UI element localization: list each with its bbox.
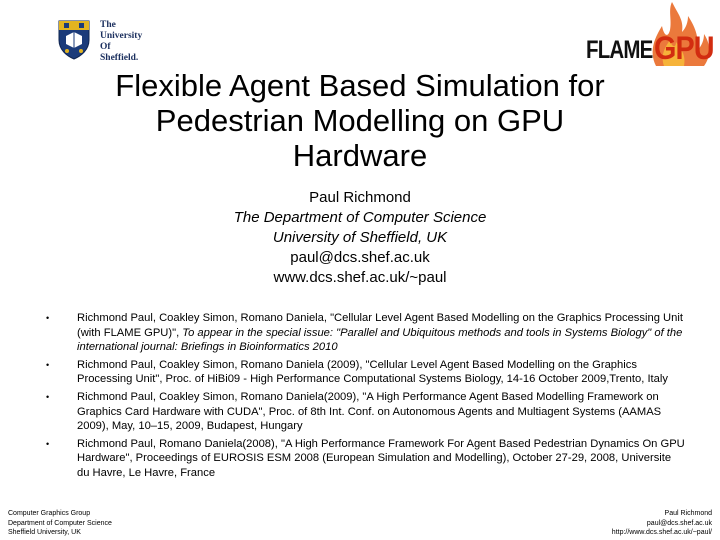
crest-icon (56, 18, 92, 60)
footer-line: Computer Graphics Group (8, 510, 91, 517)
author-department: The Department of Computer Science (233, 209, 487, 226)
bullet: • (46, 438, 50, 449)
university-line: The (100, 20, 116, 30)
flame-gpu-logo (586, 0, 714, 70)
author-email[interactable]: paul@dcs.shef.ac.uk (290, 249, 430, 266)
footer-website[interactable]: http://www.dcs.shef.ac.uk/~paul/ (611, 529, 712, 536)
author-website[interactable]: www.dcs.shef.ac.uk/~paul (273, 269, 447, 286)
bullet: • (46, 359, 50, 370)
reference-italic: To appear in the special issue: "Parallel and Ubiquitous methods and tools in Systems Biology" of the international journal: Briefings in Bioinformatics 2010 (77, 326, 683, 354)
footer-line: Paul Richmond (664, 510, 712, 517)
title-line: Hardware (292, 138, 428, 173)
reference-text: Richmond Paul, Coakley Simon, Romano Daniela(2009), "A High Performance Agent Based Modelling Framework on Graphics Card Hardware with CUDA", Proc. of 8th Int. Conf. on Autonomous Agents and Multiagent Systems (AAMAS 2009), May, 10–15, 2009, Budapest, Hungary (77, 390, 662, 433)
reference-text: Richmond Paul, Coakley Simon, Romano Daniela, "Cellular Level Agent Based Modelling on the Graphics Processing Unit (with FLAME GPU)", (77, 312, 683, 339)
author-university: University of Sheffield, UK (272, 229, 448, 246)
list-item (46, 390, 686, 434)
university-line: Sheffield. (100, 53, 139, 63)
footer-line: Department of Computer Science (8, 519, 112, 527)
title-line: Flexible Agent Based Simulation for (115, 68, 605, 103)
bullet: • (46, 391, 50, 402)
author-name: Paul Richmond (309, 189, 411, 206)
university-line: University (100, 31, 143, 41)
footer-email[interactable]: paul@dcs.shef.ac.uk (646, 519, 712, 527)
gpu-wordmark: GPU (654, 30, 714, 66)
list-item (46, 358, 686, 387)
footer-line: Sheffield University, UK (8, 529, 81, 536)
footer-left (8, 509, 112, 538)
list-item (46, 311, 686, 355)
reference-text: Richmond Paul, Romano Daniela(2008), "A High Performance Framework For Agent Based Pedestrian Dynamics On GPU Hardware", Proceedings of EUROSIS ESM 2008 (European Simulation and Modelling), October 27-29, 2008, Universite du Havre, Le Havre, France (77, 437, 685, 479)
flame-wordmark: FLAME (586, 36, 653, 64)
reference-list (46, 311, 686, 484)
author-block (160, 188, 560, 288)
university-line: Of (100, 42, 111, 52)
university-name (100, 20, 142, 64)
reference-text: Richmond Paul, Coakley Simon, Romano Daniela (2009), "Cellular Level Agent Based Modelling on the Graphics Processing Unit", Proc. of HiBi09 - High Performance Computational Systems Biology, 14-16 October 2009,Trento, Italy (77, 358, 668, 386)
list-item (46, 437, 686, 481)
footer-right (612, 509, 712, 538)
title-line: Pedestrian Modelling on GPU (155, 103, 565, 138)
university-of-sheffield-logo (56, 18, 166, 64)
page-title (60, 68, 660, 173)
bullet: • (46, 313, 50, 323)
